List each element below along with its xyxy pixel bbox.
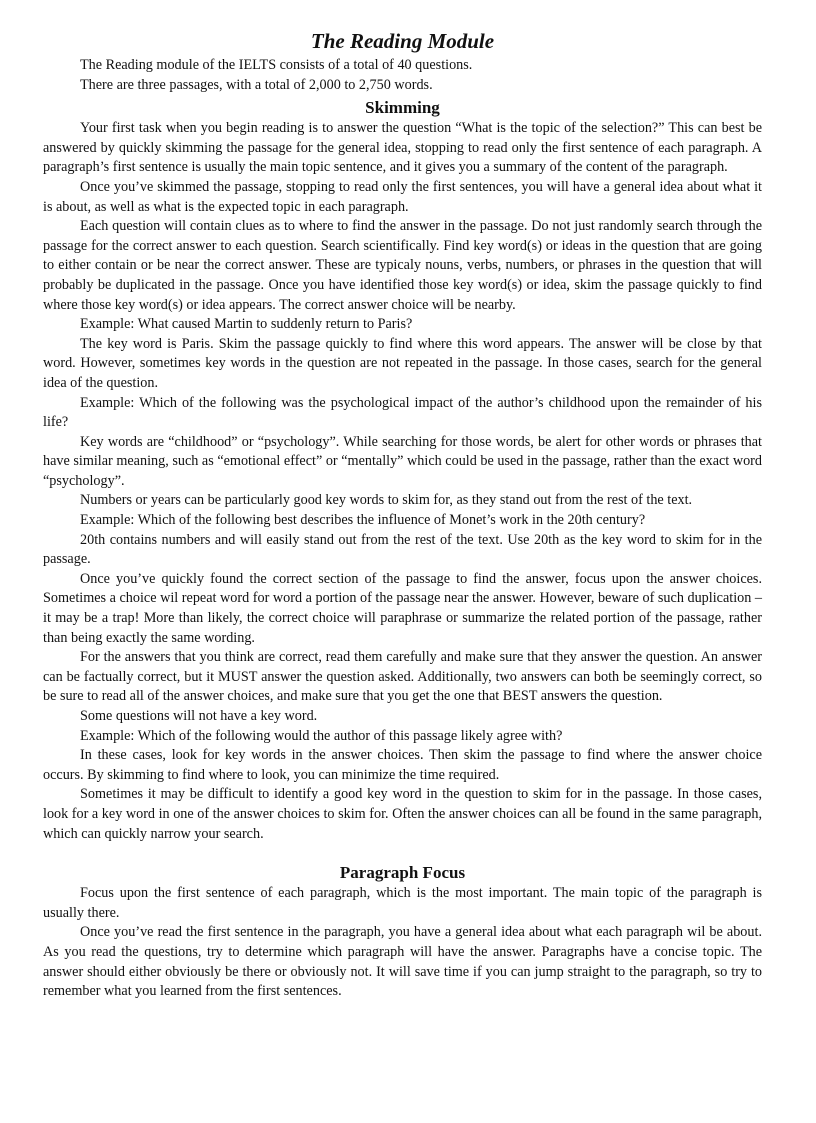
paragraph: In these cases, look for key words in the answer choices. Then skim the passage to find where the answer choice occurs. By skimming to find where to look, you can minimize the time required. [43,747,762,783]
example-line: Example: Which of the following best describes the influence of Monet’s work in the 20th century? [80,512,646,529]
paragraph: Focus upon the first sentence of each paragraph, which is the most important. The main topic of the paragraph is usually there. [43,885,762,921]
paragraph: The key word is Paris. Skim the passage quickly to find where this word appears. The answer will be close by that word. However, sometimes key words in the question are not repeated in the passage. In those cases, search for the general idea of the question. [43,335,762,391]
paragraph: Once you’ve quickly found the correct section of the passage to find the answer, focus upon the answer choices. Sometimes a choice wil repeat word for word a portion of the passage near the answer. However, beware of such duplication – it may be a trap! More than likely, the correct choice will paraphrase or summarize the related portion of the passage, rather than being exactly the same wording. [43,570,762,646]
paragraph: For the answers that you think are correct, read them carefully and make sure that they answer the question. An answer can be factually correct, but it MUST answer the question asked. Additionally, two answers can both be seemingly correct, so be sure to read all of the answer choices, and make sure that you get the one that BEST answers the question. [43,649,762,705]
intro-line: There are three passages, with a total of 2,000 to 2,750 words. [80,76,433,93]
paragraph: Once you’ve skimmed the passage, stopping to read only the first sentences, you will have a general idea about what it is about, as well as what is the expected topic in each paragraph. [43,178,762,215]
paragraph: Sometimes it may be difficult to identify a good key word in the question to skim for in the passage. In those cases, look for a key word in one of the answer choices to skim for. Often the answer choices can all be found in the same paragraph, which can quickly narrow your search. [43,786,762,842]
paragraph: Numbers or years can be particularly good key words to skim for, as they stand out from the rest of the text. [80,492,693,509]
section-paragraph-focus [43,884,762,1002]
example-line: Example: What caused Martin to suddenly return to Paris? [80,316,413,333]
section-heading-skimming: Skimming [365,98,440,118]
section-heading-paragraph-focus: Paragraph Focus [339,863,466,883]
paragraph: Key words are “childhood” or “psychology”. While searching for those words, be alert for other words or phrases that have similar meaning, such as “emotional effect” or “mentally” which could be used in the passage, rather than the exact word “psychology”. [43,433,762,489]
paragraph: Your first task when you begin reading is to answer the question “What is the topic of the selection?” This can best be answered by quickly skimming the passage for the general idea, stopping to read only the first sentence of each paragraph. A paragraph’s first sentence is usually the main topic sentence, and it gives you a summary of the content of the paragraph. [43,120,762,176]
paragraph: 20th contains numbers and will easily stand out from the rest of the text. Use 20th as the key word to skim for in the passage. [43,531,762,568]
paragraph: Some questions will not have a key word. [80,708,318,724]
section-skimming [43,119,762,844]
document-title: The Reading Module [310,29,495,53]
paragraph: Each question will contain clues as to where to find the answer in the passage. Do not just randomly search through the passage for the correct answer to each question. Search scientifically. Find key word(s) or ideas in the question that are going to either contain or be near the correct answer. These are typicaly nouns, verbs, numbers, or phrases in the question that will probably be duplicated in the passage. Once you have identified those key word(s) or idea, skim the passage quickly to find where those key word(s) or idea appears. The correct answer choice will be nearby. [43,218,762,313]
example-line: Example: Which of the following was the psychological impact of the author’s childhood upon the remainder of his life? [43,394,762,431]
paragraph: Once you’ve read the first sentence in the paragraph, you have a general idea about what each paragraph wil be about. As you read the questions, try to determine which paragraph will have the answer. Paragraphs have a concise topic. The answer should either obviously be there or obviously not. It will save time if you can jump straight to the paragraph, so try to remember what you learned from the first sentences. [43,924,762,1000]
intro-line: The Reading module of the IELTS consists of a total of 40 questions. [80,57,473,73]
example-line: Example: Which of the following would the author of this passage likely agree with? [80,727,563,744]
